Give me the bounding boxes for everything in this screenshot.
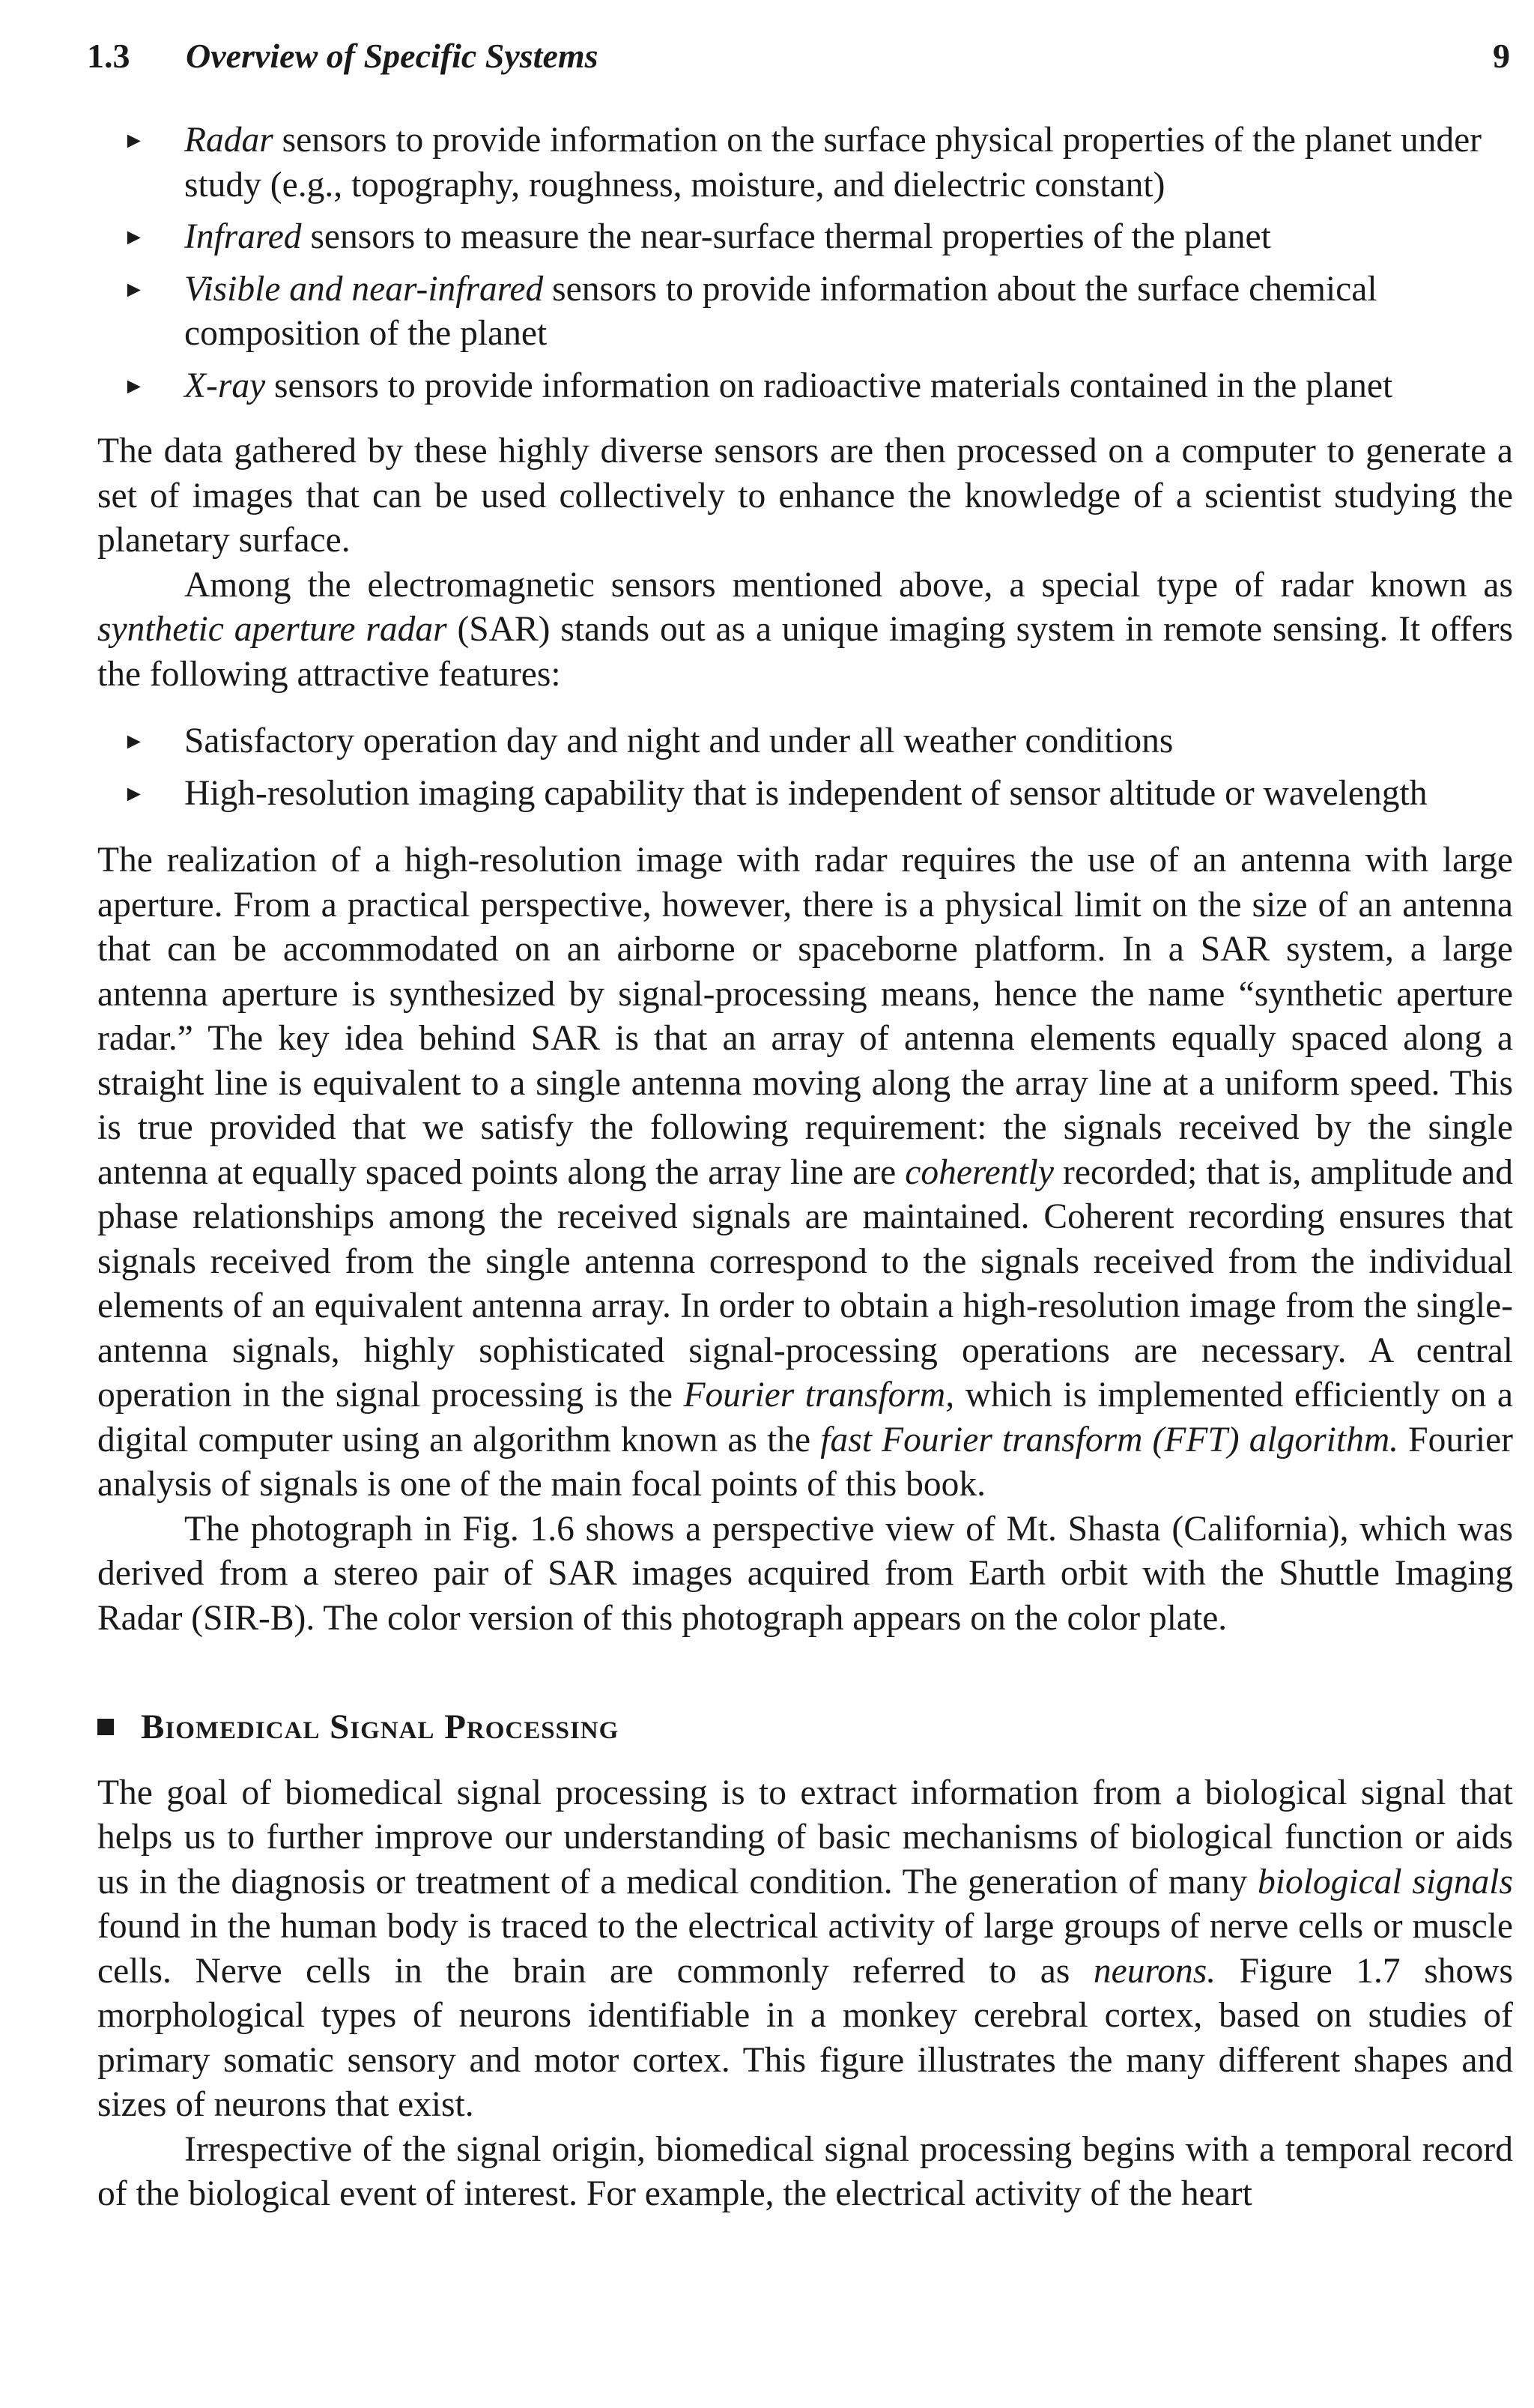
section-title: Overview of Specific Systems [186, 37, 598, 75]
text-run: Figure 1.7 shows morphological types of neurons identifiable in a monkey cerebral cortex, based on studies of primary somatic sensory and motor cortex. This figure illustrates the many different shapes and sizes of neurons that exist. [97, 1951, 1513, 2124]
text-run: which is implemented efficiently on a digital computer using an algorithm known as the [97, 1376, 1513, 1459]
emphasis-term: fast Fourier transform (FFT) algorithm. [820, 1420, 1399, 1459]
paragraph-irrespective: Irrespective of the signal origin, biomedical signal processing begins with a temporal record of the biological event of interest. For example, the electrical activity of the heart [97, 2129, 1513, 2213]
paragraph-data: The data gathered by these highly diverse sensors are then processed on a computer to generate a set of images that can be used collectively to enhance the knowledge of a scientist studying the planetary surface. [97, 432, 1513, 560]
list-item [123, 267, 1513, 357]
emphasis-term: neurons. [1093, 1951, 1216, 1991]
list-item [123, 364, 1513, 409]
list-term: X-ray [184, 366, 266, 405]
bullet-arrow-icon: ► [123, 225, 145, 249]
emphasis-term: biological signals [1258, 1862, 1513, 1902]
sensor-list [97, 118, 1513, 408]
text-run: The goal of biomedical signal processing is to extract information from a biological signal that helps us to further improve our understanding of basic mechanisms of biological function or aids us in the diagnosis or treatment of a medical condition. The generation of many [97, 1773, 1513, 1902]
section-number: 1.3 [87, 37, 130, 75]
list-text: Satisfactory operation day and night and under all weather conditions [184, 722, 1174, 760]
bullet-arrow-icon: ► [123, 729, 145, 754]
text-run: Fourier analysis of signals is one of the main focal points of this book. [97, 1420, 1513, 1504]
feature-list [97, 719, 1513, 816]
section-heading [97, 1705, 1513, 1750]
bullet-arrow-icon: ► [123, 373, 145, 399]
paragraph-photo: The photograph in Fig. 1.6 shows a perspective view of Mt. Shasta (California), which was derived from a stereo pair of SAR images acquired from Earth orbit with the Shuttle Imaging Radar (SIR-B). The color version of this photograph appears on the color plate. [97, 1509, 1513, 1638]
emphasis-term: coherently [905, 1152, 1054, 1192]
text-run: The realization of a high-resolution image with radar requires the use of an antenna with large aperture. From a practical perspective, however, there is a physical limit on the size of an antenna that can be accommodated on an airborne or spaceborne platform. In a SAR system, a large antenna aperture is synthesized by signal-processing means, hence the name “synthetic aperture radar.” The key idea behind SAR is that an array of antenna elements equally spaced along a straight line is equivalent to a single antenna moving along the array line at a uniform speed. This is true provided that we satisfy the following requirement: the signals received by the single antenna at equally spaced points along the array line are [97, 841, 1513, 1192]
bullet-arrow-icon: ► [123, 276, 145, 302]
list-item [123, 215, 1513, 260]
list-text: sensors to measure the near-surface thermal properties of the planet [301, 217, 1271, 256]
body-text [97, 118, 1513, 2217]
paragraph-sar [97, 563, 1513, 698]
paragraph-realization [97, 838, 1513, 1507]
list-term: Visible and near-infrared [184, 269, 544, 309]
bullet-arrow-icon: ► [123, 128, 145, 153]
emphasis-term: synthetic aperture radar [97, 610, 447, 649]
list-text: sensors to provide information on radioactive materials contained in the planet [265, 366, 1393, 405]
list-term: Infrared [184, 217, 302, 256]
list-item [123, 772, 1513, 817]
list-text: sensors to provide information on the surface physical properties of the planet under study (e.g., topography, roughness, moisture, and dielectric constant) [184, 121, 1482, 205]
section-heading-text: Biomedical Signal Processing [141, 1707, 619, 1746]
emphasis-term: Fourier transform, [683, 1376, 955, 1415]
list-item [123, 118, 1513, 208]
list-text: High-resolution imaging capability that is independent of sensor altitude or wavelength [184, 773, 1428, 813]
text-run: found in the human body is traced to the electrical activity of large groups of nerve cells or muscle cells. Nerve cells in the brain are commonly referred to as [97, 1907, 1513, 1991]
section-marker-icon [97, 1719, 114, 1735]
text-run: Among the electromagnetic sensors mentioned above, a special type of radar known as [184, 565, 1513, 605]
text-run: (SAR) stands out as a unique imaging system in remote sensing. It offers the following attractive features: [97, 610, 1513, 694]
paragraph-biomedical [97, 1771, 1513, 2128]
list-text: sensors to provide information about the surface chemical composition of the planet [184, 269, 1377, 353]
list-item [123, 719, 1513, 764]
bullet-arrow-icon: ► [123, 781, 145, 806]
running-head [87, 36, 1510, 96]
list-term: Radar [184, 121, 273, 160]
text-run: recorded; that is, amplitude and phase relationships among the received signals are maintained. Coherent recording ensures that signals received from the single antenna correspond to the signals received from the individual elements of an equivalent antenna array. In order to obtain a high-resolution image from the single-antenna signals, highly sophisticated signal-processing operations are necessary. A central operation in the signal processing is the [97, 1152, 1513, 1415]
page-number: 9 [1493, 37, 1510, 75]
